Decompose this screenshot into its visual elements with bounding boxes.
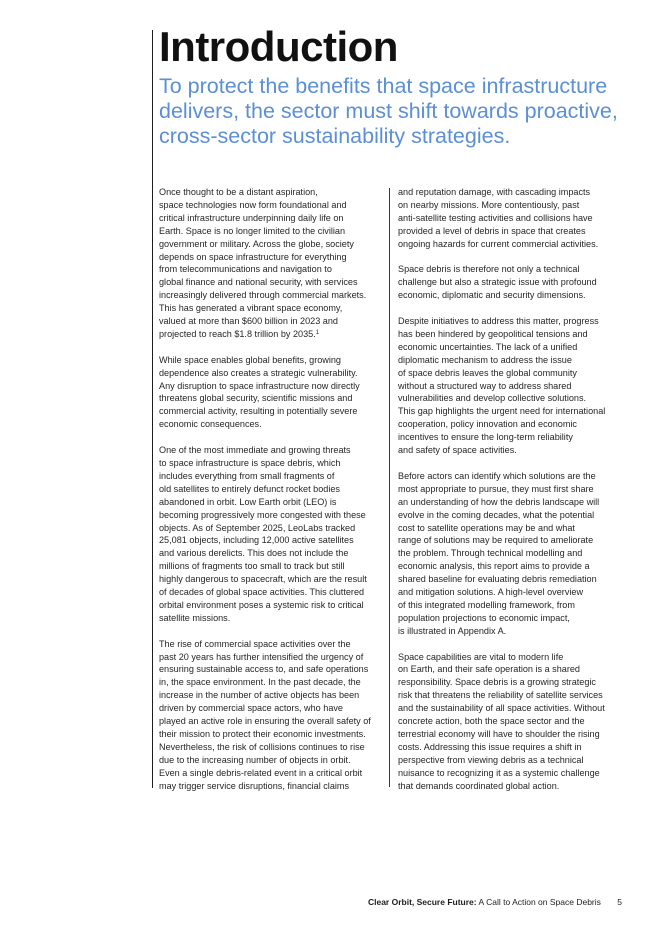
body-line: abandoned in orbit. Low Earth orbit (LEO) is [159,496,337,507]
body-paragraph [398,651,634,793]
body-line: valued at more than $600 billion in 2023 and [159,316,338,327]
body-line: satellite missions. [159,612,231,623]
body-line: economic analysis, this report aims to provide a [398,561,590,572]
body-line: that demands coordinated global action. [398,780,560,791]
body-line: and the sustainability of all space activities. Without [398,703,605,714]
body-line: Any disruption to space infrastructure now directly [159,380,360,391]
body-line: and mitigation solutions. A high-level overview [398,587,584,598]
body-line: vulnerabilities and develop collective solutions. [398,393,587,404]
body-line: threatens global security, scientific missions and [159,393,353,404]
left-margin-rule [152,30,153,788]
body-paragraph [398,470,634,638]
body-line: increase in the number of active objects has been [159,690,360,701]
body-line: This has generated a vibrant space economy, [159,303,343,314]
body-line: Once thought to be a distant aspiration, [159,187,318,197]
lede [159,74,629,149]
body-line: risk that threatens the reliability of satellite services [398,690,603,701]
body-line: dependence also creates a strategic vulnerability. [159,367,358,378]
body-line: costs. Addressing this issue requires a shift in [398,741,582,752]
body-line: ensuring sustainable access to, and safe operations [159,664,369,675]
body-line: economic, diplomatic and security dimensions. [398,290,586,301]
body-line: population projections to economic impact, [398,612,570,623]
body-line: Earth. Space is no longer limited to the civilian [159,225,346,236]
body-line: nuisance to recognizing it as a systemic challenge [398,767,600,778]
lede-line: cross-sector sustainability strategies. [159,124,511,148]
body-line: of space debris leaves the global community [398,367,577,378]
body-line: ongoing hazards for current commercial activities. [398,238,599,249]
body-line: critical infrastructure underpinning daily life on [159,212,344,223]
body-line: highly dangerous to spacecraft, which are the result [159,574,367,585]
body-line: old satellites to entirely defunct rocket bodies [159,483,340,494]
body-line: and various derelicts. This does not include the [159,548,349,559]
body-line: projected to reach $1.8 trillion by 2035.$^1$ [159,328,320,339]
page-footer [368,897,622,907]
body-line: The rise of commercial space activities over the [159,638,351,649]
body-line: includes everything from small fragments of [159,470,335,481]
body-line: anti-satellite testing activities and collisions have [398,212,593,223]
body-line: most appropriate to pursue, they must first share [398,483,594,494]
body-column-left [159,186,387,805]
body-line: depends on space infrastructure for everything [159,251,347,262]
body-line: While space enables global benefits, growing [159,354,341,365]
body-line: from telecommunications and navigation to [159,264,332,275]
body-line: played an active role in ensuring the overall safety of [159,716,371,727]
body-line: provided a level of debris in space that creates [398,225,586,236]
body-line: space technologies now form foundational and [159,199,347,210]
body-line: and safety of space activities. [398,445,517,456]
body-paragraph [398,263,634,302]
body-line: becoming progressively more congested with these [159,509,366,520]
body-line: in, the space environment. In the past decade, the [159,677,361,688]
body-line: due to the increasing number of objects in orbit. [159,754,351,765]
body-line: incentives to ensure the long-term reliability [398,432,573,443]
body-line: concrete action, both the space sector and the [398,716,585,727]
lede-line: delivers, the sector must shift towards proactive, [159,99,618,123]
body-paragraph [159,354,387,431]
body-line: orbital environment poses a systemic risk to critical [159,599,364,610]
footer-report-subtitle: A Call to Action on Space Debris [478,897,601,907]
body-line: commercial activity, resulting in potentially severe [159,406,358,417]
body-line: Space capabilities are vital to modern life [398,651,564,662]
body-line: range of solutions may be required to ameliorate [398,535,594,546]
body-line: economic consequences. [159,419,262,430]
body-line: global finance and national security, with services [159,277,358,288]
body-line: perspective from viewing debris as a technical [398,754,584,765]
footer-report-title: Clear Orbit, Secure Future: [367,897,477,907]
body-line: Despite initiatives to address this matter, progress [398,316,599,327]
page-title: Introduction [159,23,398,70]
body-paragraph [159,186,387,341]
body-line: responsibility. Space debris is a growing strategic [398,677,596,688]
body-line: the problem. Through technical modelling and [398,548,583,559]
body-line: economic uncertainties. The lack of a unified [398,341,578,352]
body-line: shared baseline for evaluating debris remediation [398,574,597,585]
body-paragraph [159,638,387,793]
body-line: Before actors can identify which solutions are the [398,470,596,481]
body-line: evolve in the coming decades, what the potential [398,509,595,520]
body-paragraph [398,315,634,457]
body-line: increasingly delivered through commercial markets. [159,290,367,301]
body-line: of this integrated modelling framework, from [398,599,575,610]
body-line: without a structured way to address shared [398,380,572,391]
body-paragraph [398,186,634,251]
body-line: diplomatic mechanism to address the issue [398,354,572,365]
body-line: challenge but also a strategic issue with profound [398,277,597,288]
page-number: 5 [617,897,622,907]
body-line: This gap highlights the urgent need for international [398,406,606,417]
body-line: their mission to protect their economic investments. [159,729,366,740]
body-line: has been hindered by geopolitical tensions and [398,328,588,339]
body-line: may trigger service disruptions, financial claims [159,780,350,791]
body-line: on nearby missions. More contentiously, past [398,199,580,210]
body-line: and reputation damage, with cascading impacts [398,187,591,197]
body-line: to space infrastructure is space debris, which [159,458,341,468]
body-line: One of the most immediate and growing threats [159,445,351,456]
body-line: is illustrated in Appendix A. [398,625,507,636]
body-paragraph [159,444,387,625]
body-line: objects. As of September 2025, LeoLabs tracked [159,522,356,533]
body-line: an understanding of how the debris landscape will [398,496,600,507]
lede-line: To protect the benefits that space infrastructure [159,74,608,98]
body-line: terrestrial economy will have to shoulder the rising [398,729,600,739]
body-line: of decades of global space activities. This cluttered [159,587,365,598]
body-line: Space debris is therefore not only a technical [398,264,580,275]
body-line: driven by commercial space actors, who have [159,703,343,714]
footnote-marker: 1 [315,329,320,336]
column-divider [389,188,390,787]
body-line: Even a single debris-related event in a critical orbit [159,767,363,778]
body-line: Nevertheless, the risk of collisions continues to rise [159,741,365,752]
body-column-right [398,186,634,805]
body-line: on Earth, and their safe operation is a shared [398,664,580,675]
body-line: cooperation, policy innovation and economic [398,419,577,430]
body-line: government or military. Across the globe, society [159,238,354,249]
body-line: 25,081 objects, including 12,000 active satellites [159,535,354,546]
body-line: millions of fragments too small to track but still [159,561,345,572]
body-line: cost to satellite operations may be and what [398,522,575,533]
body-line: past 20 years has further intensified the urgency of [159,651,364,662]
